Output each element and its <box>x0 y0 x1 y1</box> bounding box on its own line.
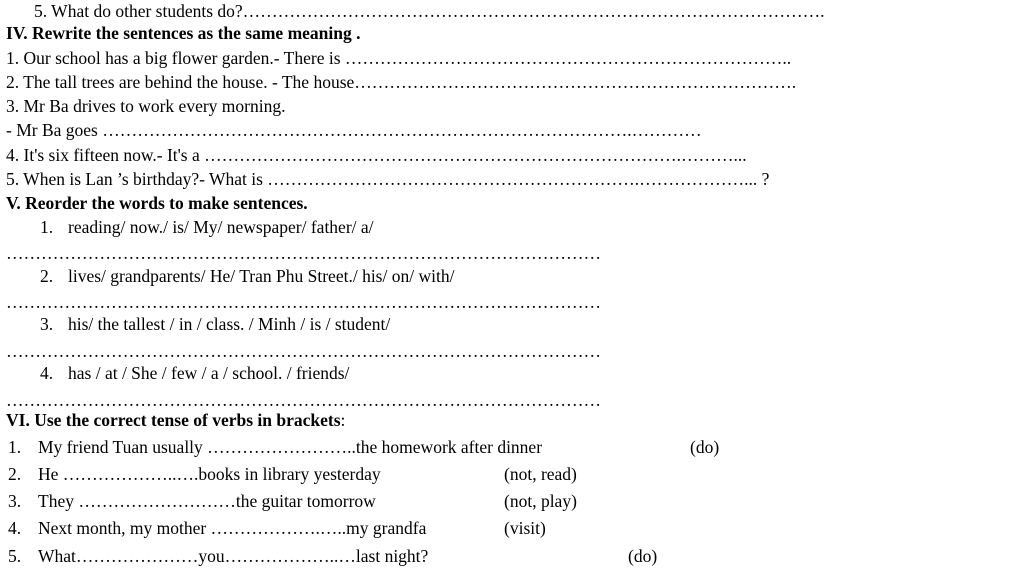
answer-line: ………………………………………………………………………………………… <box>6 341 601 361</box>
section-iv-item-3: 3. Mr Ba drives to work every morning. <box>6 96 286 116</box>
item-sentence: What…………………you………………..…last night? <box>38 546 429 566</box>
section-iv-item-3-answer: - Mr Ba goes ……………………………………………………………………………….………… <box>6 120 702 140</box>
section-iv-item-1: 1. Our school has a big flower garden.- There is ………………………………………………………………….. <box>6 48 792 68</box>
item-sentence: Next month, my mother ……………….…..my grandfa <box>38 518 427 538</box>
item-number: 2. <box>40 266 54 286</box>
item-number: 1. <box>40 217 54 237</box>
section-iii-question-5: 5. What do other students do?………………………………………………………………………………………. <box>34 1 825 21</box>
section-vi-heading-colon: : <box>340 410 346 430</box>
section-vi-item-1 <box>0 436 1024 458</box>
section-v-heading: V. Reorder the words to make sentences. <box>6 193 308 213</box>
item-number: 3. <box>8 491 22 511</box>
item-verb-hint: (do) <box>628 546 658 566</box>
item-number: 5. <box>8 546 22 566</box>
section-vi-heading-text: VI. Use the correct tense of verbs in brackets <box>6 410 341 430</box>
item-sentence: They ………………………the guitar tomorrow <box>38 491 376 511</box>
item-words: reading/ now./ is/ My/ newspaper/ father/ a/ <box>68 217 374 237</box>
item-words: has / at / She / few / a / school. / friends/ <box>68 363 350 383</box>
section-iv-item-2: 2. The tall trees are behind the house. - The house…………………………………………………………………. <box>6 72 797 92</box>
section-vi-item-3 <box>0 490 1024 512</box>
section-v-item-4 <box>0 362 1024 384</box>
answer-line: ………………………………………………………………………………………… <box>6 390 601 410</box>
section-vi-item-5 <box>0 545 1024 567</box>
section-v-item-1 <box>0 216 1024 238</box>
section-iv-item-5: 5. When is Lan ’s birthday?- What is ……………………………………………………….………………... ? <box>6 169 770 189</box>
section-vi-heading <box>6 409 345 431</box>
answer-line: ………………………………………………………………………………………… <box>6 243 601 263</box>
item-verb-hint: (visit) <box>504 518 546 538</box>
section-iv-heading: IV. Rewrite the sentences as the same meaning . <box>6 23 361 43</box>
section-v-item-2 <box>0 265 1024 287</box>
item-verb-hint: (not, play) <box>504 491 577 511</box>
section-v-item-3 <box>0 313 1024 335</box>
item-number: 4. <box>8 518 22 538</box>
item-number: 3. <box>40 314 54 334</box>
item-verb-hint: (not, read) <box>504 464 577 484</box>
answer-line: ………………………………………………………………………………………… <box>6 292 601 312</box>
section-iv-item-4: 4. It's six fifteen now.- It's a ……………………………………………………………………….………... <box>6 145 747 165</box>
item-number: 2. <box>8 464 22 484</box>
item-verb-hint: (do) <box>690 437 720 457</box>
item-sentence: He ………………..….books in library yesterday <box>38 464 381 484</box>
item-number: 1. <box>8 437 22 457</box>
section-vi-item-4 <box>0 517 1024 539</box>
item-words: lives/ grandparents/ He/ Tran Phu Street./ his/ on/ with/ <box>68 266 455 286</box>
item-sentence: My friend Tuan usually ……………………..the homework after dinner <box>38 437 543 457</box>
item-number: 4. <box>40 363 54 383</box>
item-words: his/ the tallest / in / class. / Minh / is / student/ <box>68 314 391 334</box>
section-vi-item-2 <box>0 463 1024 485</box>
